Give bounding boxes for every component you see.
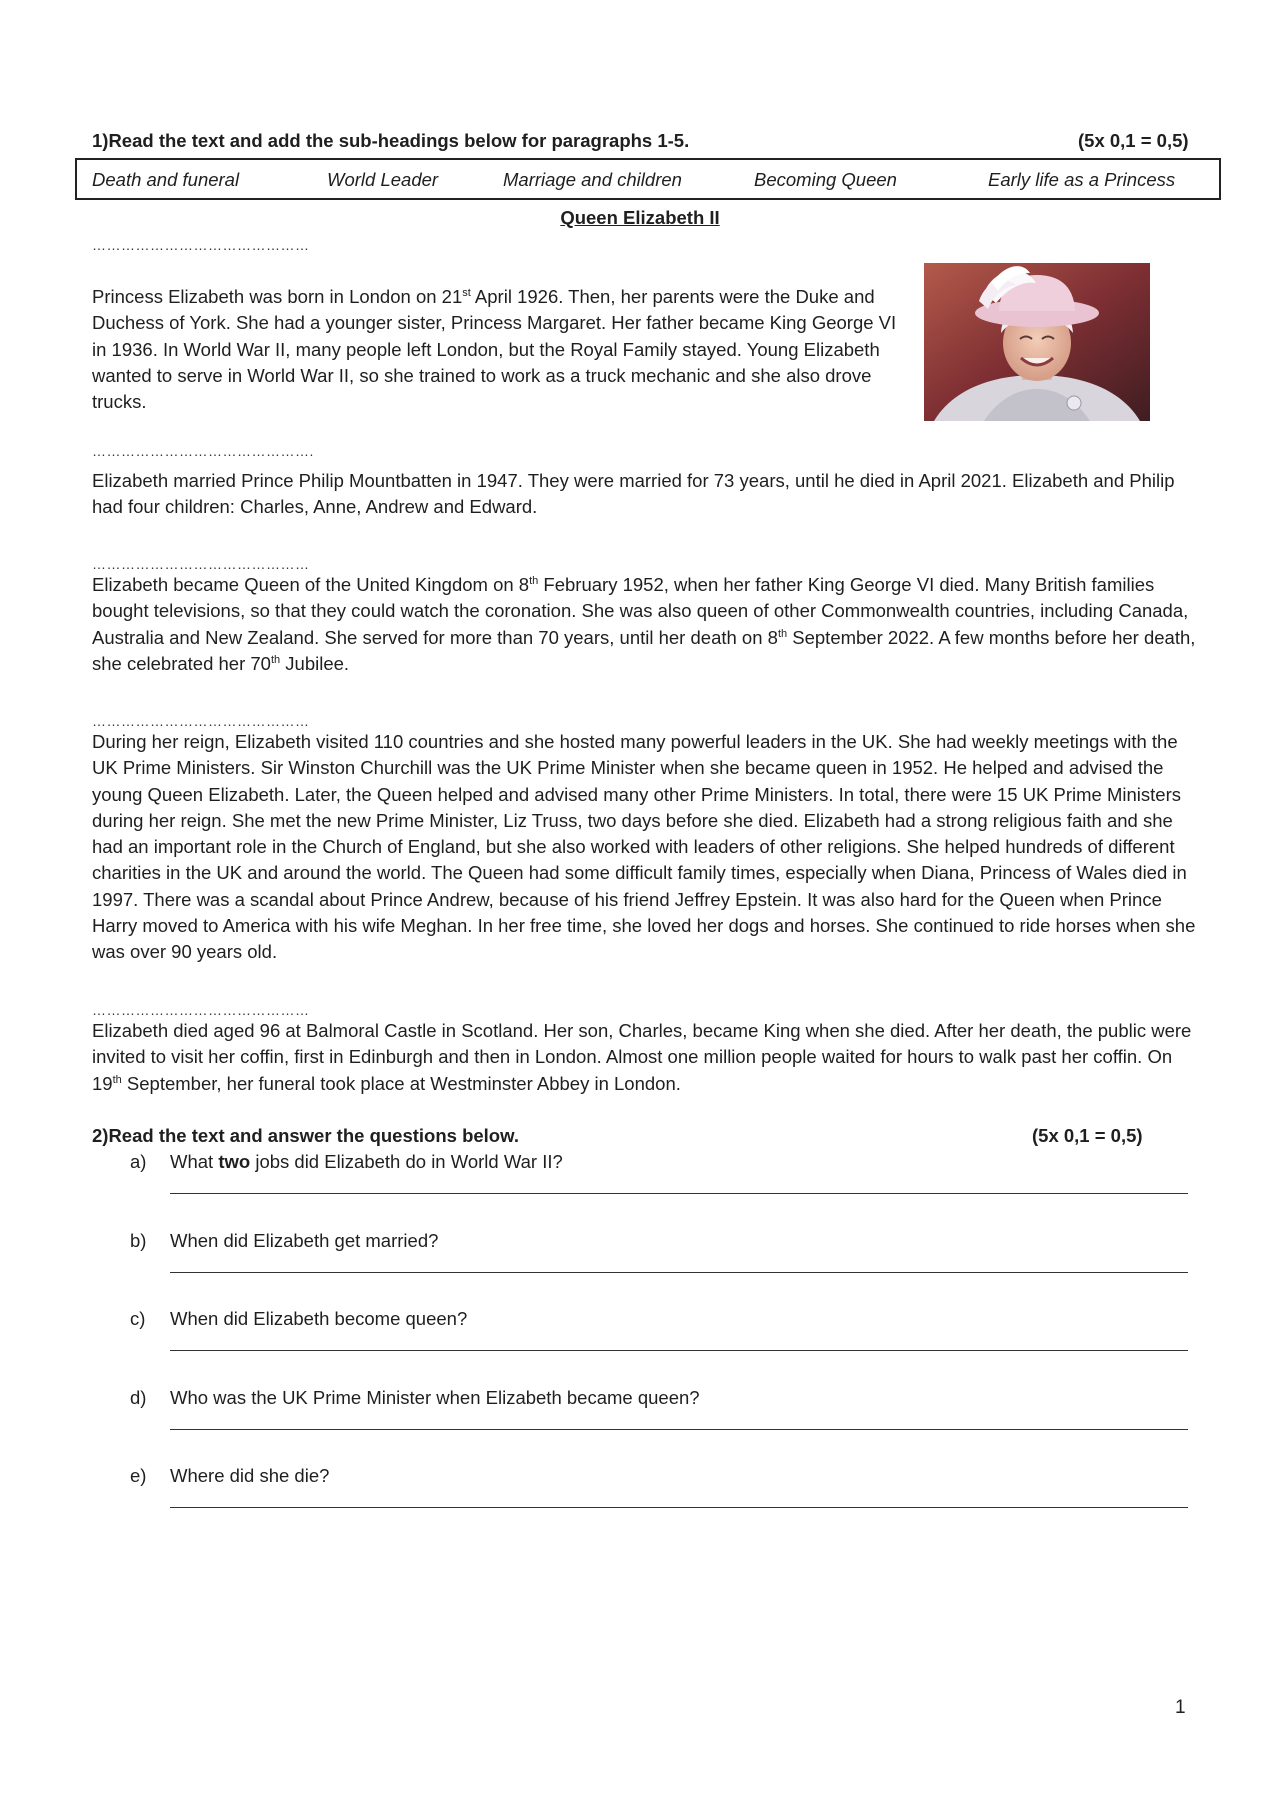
paragraph-4: During her reign, Elizabeth visited 110 countries and she hosted many powerful leaders in the UK. She had weekly meetings with the UK Prime Ministers. Sir Winston Churchill was the UK Prime Minister when she became queen in 1952. He helped and advised the young Queen Elizabeth. Later, the Queen helped and advised many other Prime Ministers. In total, there were 15 UK Prime Ministers during her reign. She met the new Prime Minister, Liz Truss, two days before she died. Elizabeth had a strong religious faith and she had an important role in the Church of England, but she also worked with leaders of other religions. She helped hundreds of different charities in the UK and around the world. The Queen had some difficult family times, especially when Diana, Princess of Wales died in 1997. There was a scandal about Prince Andrew, because of his friend Jeffrey Epstein. It was also hard for the Queen when Prince Harry moved to America with his wife Meghan. In her free time, she loved her dogs and horses. She continued to ride horses when she was over 90 years old. xyxy=(92,731,1196,963)
queen-portrait-image xyxy=(924,263,1150,421)
subheading-death-and-funeral: Death and funeral xyxy=(92,169,240,190)
paragraph-3: Elizabeth became Queen of the United Kingdom on 8th February 1952, when her father King George VI died. Many British families bought televisions, so that they could watch the coronation. She was also queen of other Commonwealth countries, including Canada, Australia and New Zealand. She served for more than 70 years, until her death on 8th September 2022. A few months before her death, she celebrated her 70th Jubilee. xyxy=(92,574,1196,674)
question-text: When did Elizabeth become queen? xyxy=(170,1308,468,1329)
question-letter: c) xyxy=(130,1308,146,1329)
subheading-blank-4[interactable]: ……………………………………… xyxy=(92,713,310,729)
question-letter: e) xyxy=(130,1465,147,1486)
paragraph-1: Princess Elizabeth was born in London on 21st April 1926. Then, her parents were the Duke and Duchess of York. She had a younger sister, Princess Margaret. Her father became King George VI in 1936. In World War II, many people left London, but the Royal Family stayed. Young Elizabeth wanted to serve in World War II, so she trained to work as a truck mechanic and she also drove trucks. xyxy=(92,286,897,413)
question-b xyxy=(92,1230,1192,1290)
question-letter: b) xyxy=(130,1230,147,1251)
exercise-1-score: (5x 0,1 = 0,5) xyxy=(1078,130,1189,151)
paragraph-2: Elizabeth married Prince Philip Mountbatten in 1947. They were married for 73 years, until he died in April 2021. Elizabeth and Philip had four children: Charles, Anne, Andrew and Edward. xyxy=(92,470,1175,518)
answer-line-e[interactable] xyxy=(170,1507,1188,1508)
question-c xyxy=(92,1308,1192,1368)
page-number: 1 xyxy=(1175,1697,1186,1718)
subheading-marriage-and-children: Marriage and children xyxy=(503,169,682,190)
text-title: Queen Elizabeth II xyxy=(560,207,720,228)
queen-photo xyxy=(924,263,1150,421)
question-text: What two jobs did Elizabeth do in World War II? xyxy=(170,1151,563,1172)
exercise-2-heading xyxy=(92,1125,1192,1147)
question-text: When did Elizabeth get married? xyxy=(170,1230,439,1251)
subheading-blank-1[interactable]: ……………………………………… xyxy=(92,237,310,253)
subheading-blank-3[interactable]: ……………………………………… xyxy=(92,556,310,572)
question-letter: a) xyxy=(130,1151,147,1172)
exercise-1-heading xyxy=(92,130,1192,152)
exercise-1-instructions: 1)Read the text and add the sub-headings below for paragraphs 1-5. xyxy=(92,130,690,151)
answer-line-b[interactable] xyxy=(170,1272,1188,1273)
exercise-2-instructions: 2)Read the text and answer the questions below. xyxy=(92,1125,519,1146)
exercise-2-score: (5x 0,1 = 0,5) xyxy=(1032,1125,1143,1146)
subheading-blank-5[interactable]: ……………………………………… xyxy=(92,1002,310,1018)
subheadings-box xyxy=(75,158,1221,200)
question-d xyxy=(92,1387,1192,1447)
answer-line-c[interactable] xyxy=(170,1350,1188,1351)
question-a xyxy=(92,1151,1192,1211)
question-letter: d) xyxy=(130,1387,147,1408)
paragraph-5: Elizabeth died aged 96 at Balmoral Castle in Scotland. Her son, Charles, became King when she died. After her death, the public were invited to visit her coffin, first in Edinburgh and then in London. Almost one million people waited for hours to walk past her coffin. On 19th September, her funeral took place at Westminster Abbey in London. xyxy=(92,1020,1192,1094)
text-title-wrap xyxy=(0,207,1280,229)
answer-line-d[interactable] xyxy=(170,1429,1188,1430)
subheading-world-leader: World Leader xyxy=(327,169,439,190)
answer-line-a[interactable] xyxy=(170,1193,1188,1194)
question-text: Where did she die? xyxy=(170,1465,330,1486)
subheading-blank-2[interactable]: ………………………………………. xyxy=(92,443,314,459)
subheading-early-life: Early life as a Princess xyxy=(988,169,1176,190)
question-e xyxy=(92,1465,1192,1525)
subheading-becoming-queen: Becoming Queen xyxy=(754,169,897,190)
question-text: Who was the UK Prime Minister when Elizabeth became queen? xyxy=(170,1387,700,1408)
